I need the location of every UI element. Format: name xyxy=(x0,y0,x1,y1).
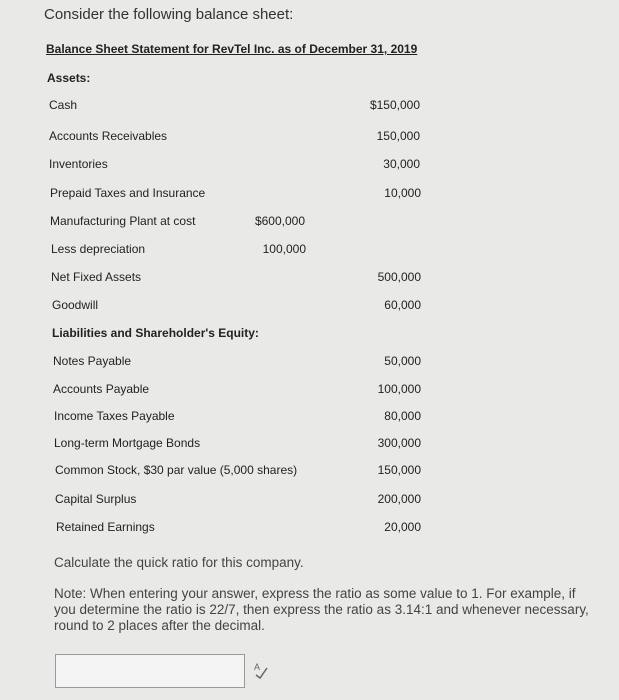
row-value: 200,000 xyxy=(377,492,421,506)
asset-row-prepaid xyxy=(50,186,430,202)
row-label: Goodwill xyxy=(52,298,99,312)
row-label: Accounts Payable xyxy=(53,382,150,396)
assets-heading: Assets: xyxy=(47,71,91,85)
row-label: Prepaid Taxes and Insurance xyxy=(50,186,206,200)
question-text: Calculate the quick ratio for this company. xyxy=(54,555,304,570)
liability-row-notes xyxy=(53,354,433,370)
asset-row-depreciation xyxy=(51,242,431,258)
statement-title: Balance Sheet Statement for RevTel Inc. as of December 31, 2019 xyxy=(46,42,418,56)
intro-text: Consider the following balance sheet: xyxy=(44,6,294,23)
liability-row-mortgage xyxy=(54,436,434,452)
row-label: Inventories xyxy=(49,157,108,171)
row-label: Long-term Mortgage Bonds xyxy=(54,436,201,450)
row-label: Manufacturing Plant at cost xyxy=(50,214,196,228)
asset-row-net-fixed xyxy=(51,270,431,286)
spellcheck-icon[interactable] xyxy=(252,660,270,680)
row-label: Retained Earnings xyxy=(56,520,155,534)
row-value: 500,000 xyxy=(377,270,421,284)
row-mid-value: 100,000 xyxy=(262,242,306,256)
row-label: Capital Surplus xyxy=(55,492,137,506)
liabilities-heading: Liabilities and Shareholder's Equity: xyxy=(52,326,259,340)
asset-row-goodwill xyxy=(52,298,432,314)
asset-row-inventories xyxy=(49,157,429,173)
row-value: 50,000 xyxy=(384,354,421,368)
row-value: 10,000 xyxy=(384,186,421,200)
row-label: Cash xyxy=(49,98,78,112)
row-value: 150,000 xyxy=(376,129,420,143)
row-value: 30,000 xyxy=(383,157,420,171)
row-label: Net Fixed Assets xyxy=(51,270,142,284)
liability-row-income-taxes xyxy=(54,409,434,425)
row-label: Income Taxes Payable xyxy=(54,409,175,423)
answer-input[interactable] xyxy=(55,654,245,688)
row-value: 60,000 xyxy=(384,298,421,312)
row-label: Notes Payable xyxy=(53,354,132,368)
asset-row-receivables xyxy=(49,129,429,145)
asset-row-plant xyxy=(50,214,430,230)
svg-text:A: A xyxy=(254,662,261,672)
row-value: 80,000 xyxy=(384,409,421,423)
row-value: 100,000 xyxy=(377,382,421,396)
row-label: Accounts Receivables xyxy=(49,129,168,143)
liability-row-common-stock xyxy=(55,463,435,479)
row-value: 20,000 xyxy=(384,520,421,534)
liability-row-capital-surplus xyxy=(55,492,435,508)
row-label: Less depreciation xyxy=(51,242,146,256)
row-mid-value: $600,000 xyxy=(254,214,305,228)
row-value: 300,000 xyxy=(377,436,421,450)
row-value: $150,000 xyxy=(369,98,420,112)
row-label: Common Stock, $30 par value (5,000 shares) xyxy=(55,463,298,477)
row-value: 150,000 xyxy=(377,463,421,477)
note-text: Note: When entering your answer, express the ratio as some value to 1. For example, if you determine the ratio is 22/7, then express the ratio as 3.14:1 and whenever necessary, round to 2 places after the decimal. xyxy=(54,586,589,633)
liability-row-accounts xyxy=(53,382,433,398)
liability-row-retained xyxy=(56,520,436,536)
asset-row-cash xyxy=(49,98,429,114)
